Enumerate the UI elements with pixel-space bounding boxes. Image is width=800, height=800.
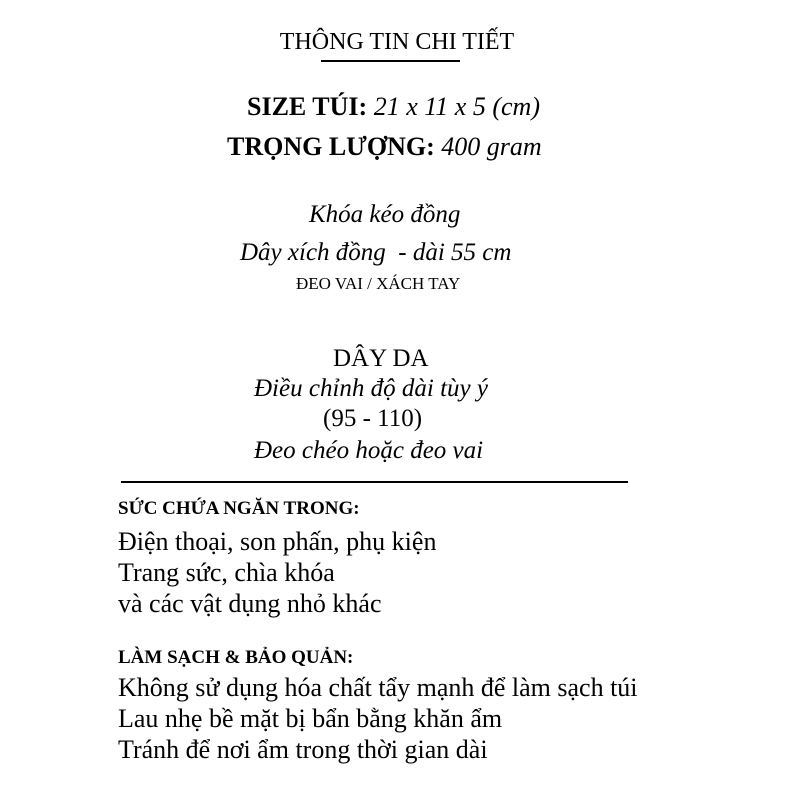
leather-strap-adjust: Điều chỉnh độ dài tùy ý <box>254 375 488 402</box>
list-item: Không sử dụng hóa chất tẩy mạnh để làm sạch túi <box>118 673 638 702</box>
spec-weight-label: TRỌNG LƯỢNG: <box>227 132 435 161</box>
chain-text: Dây xích đồng - dài 55 cm <box>240 239 512 266</box>
list-item: và các vật dụng nhỏ khác <box>118 589 382 618</box>
page-title: THÔNG TIN CHI TIẾT <box>279 29 515 55</box>
leather-strap-wear: Đeo chéo hoặc đeo vai <box>254 437 484 464</box>
spec-weight-value: 400 gram <box>441 132 542 161</box>
title-underline <box>321 60 460 62</box>
spec-size-label: SIZE TÚI: <box>247 92 368 121</box>
list-item: Tránh để nơi ẩm trong thời gian dài <box>118 735 488 764</box>
spec-size-value: 21 x 11 x 5 (cm) <box>373 92 540 121</box>
capacity-heading: SỨC CHỨA NGĂN TRONG: <box>118 498 360 519</box>
leather-strap-title: DÂY DA <box>333 345 429 372</box>
care-section <box>118 648 638 765</box>
list-item: Lau nhẹ bề mặt bị bẩn bằng khăn ẩm <box>118 704 503 733</box>
list-item: Trang sức, chìa khóa <box>118 558 335 587</box>
capacity-list <box>118 526 436 619</box>
spec-weight <box>227 134 542 160</box>
care-list <box>118 672 638 765</box>
leather-strap-range: (95 - 110) <box>323 405 423 432</box>
spec-size <box>247 94 540 120</box>
capacity-section <box>118 499 436 619</box>
list-item: Điện thoại, son phấn, phụ kiện <box>118 527 437 556</box>
care-heading: LÀM SẠCH & BẢO QUẢN: <box>118 647 354 668</box>
zipper-text: Khóa kéo đồng <box>309 201 461 228</box>
carry-style-text: ĐEO VAI / XÁCH TAY <box>296 274 461 293</box>
section-divider <box>121 481 628 483</box>
